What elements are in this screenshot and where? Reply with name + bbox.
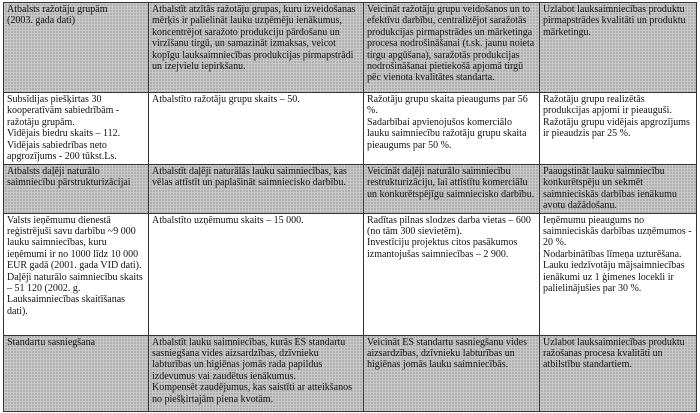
table-cell [364,3,540,93]
cell-text: Veicināt daļēji naturālo saimniecību restrukturizāciju, lai attīstītu komerciālu un konkurētspējīgu saimniecisko darbību. [367,166,535,200]
cell-text: Uzlabot lauksaimniecības produktu pirmapstrādes kvalitāti un produktu mārketingu. [543,4,686,38]
table-row [4,335,697,411]
table-row [4,165,697,214]
table-cell [364,213,540,335]
table-cell [4,93,149,165]
cell-text: Atbalstīto ražotāju grupu skaits – 50. [152,94,300,105]
table-cell [364,93,540,165]
table-cell [149,165,364,214]
cell-text: Atbalstīto uzņēmumu skaits – 15 000. [152,214,304,226]
table-cell [4,335,149,411]
table-cell [364,165,540,214]
cell-text: Ieņēmumu pieaugums no saimnieciskās darbības uzņēmumos - 20 %. Nodarbinātības līmeņa uzturēšana. Lauku iedzīvotāju mājsaimniecības ienākumi uz 1 ģimenes locekli ir palielinājušies par 30 %. [543,214,692,295]
table-cell [149,335,364,411]
table-cell [4,165,149,214]
table-body [4,3,697,412]
table-cell [540,165,697,214]
cell-text: Veicināt ražotāju grupu veidošanos un to efektīvu darbību, centralizējot saražotās produkcijas pirmapstrādes un mārketinga procesa nodrošināšanai (t.sk. jaunu noieta tirgu apgūšana), saražotās produkcijas nodrošināšanai pietiekošā apjomā tirgū pēc vienota kvalitātes standarta. [367,4,535,84]
table-cell [540,213,697,335]
cell-text: Veicināt ES standartu sasniegšanu vides aizsardzības, dzīvnieku labturības un higiēnas jomās lauku saimniecībās. [367,336,527,371]
cell-text: Atbalstīt atzītās ražotāju grupas, kuru izveidošanas mērķis ir palielināt lauku uzņēmēju ienākumus, koncentrējot saražoto produkciju pārdošanu un virzīšanu tirgū, un samazināt izmaksas, veicot kopīgu lauksaimniecības produkcijas pirmapstrādi un izejvielu iepirkšanu. [152,4,356,73]
program-measures-table [3,2,697,412]
cell-text: Ražotāju grupu realizētās produkcijas apjomi ir pieauguši. Ražotāju grupu vidējais apgrozījums ir pieaudzis par 25 %. [543,94,690,140]
cell-text: Atbalstīt daļēji naturālās lauku saimniecības, kas vēlas attīstīt un paplašināt saimniecisko darbību. [152,166,347,189]
table-cell [149,93,364,165]
table-cell [4,3,149,93]
cell-text: Atbalsts ražotāju grupām (2003. gada dati) [7,4,108,27]
cell-text: Radītas pilnas slodzes darba vietas – 600 (no tām 300 sievietēm). Investīciju projektus citos pasākumos izmantojušas saimniecības – 2 900. [367,214,531,260]
cell-text: Ražotāju grupu skaita pieaugums par 56 %. Sadarbībai apvienojušos komerciālo lauku saimniecību ražotāju grupu skaita pieaugums par 50 %. [367,94,528,151]
table-cell [149,3,364,93]
table-cell [364,335,540,411]
table-cell [149,213,364,335]
table-row [4,3,697,93]
table-row [4,93,697,165]
cell-text: Atbalstīt lauku saimniecības, kurās ES standartu sasniegšana vides aizsardzības, dzīvnieku labturības un higiēnas jomās rada papildus izdevumus vai zaudētus ienākumus. Kompensēt zaudējumus, kas saistīti ar atteikšanos no piešķirtajām piena kvotām. [152,336,352,405]
table-cell [540,335,697,411]
cell-text: Uzlabot lauksaimniecības produktu ražošanas procesa kvalitāti un atbilstību standartiem. [543,336,685,371]
table-row [4,213,697,335]
cell-text: Subsīdijas piešķirtas 30 kooperatīvām sabiedrībām - ražotāju grupām. Vidējais biedru skaits – 112. Vidējais sabiedrības neto apgrozījums - 200 tūkst.Ls. [7,94,121,163]
cell-text: Standartu sasniegšana [7,336,96,348]
cell-text: Atbalsts daļēji naturālo saimniecību pārstrukturizācijai [7,166,131,189]
cell-text: Valsts ieņēmumu dienestā reģistrējuši savu darbību ~9 000 lauku saimniecības, kuru ieņēmumi ir no 1000 līdz 10 000 EUR gadā (2001. gada VID dati). Daļēji naturālo saimniecību skaits – 51 120 (2002. g. Lauksaimniecības skaitīšanas dati). [7,214,143,317]
table-cell [540,3,697,93]
table-cell [540,93,697,165]
cell-text: Paaugstināt lauku saimniecību konkurētspēju un sekmēt saimnieciskās darbības ienākumu avotu dažādošanu. [543,166,677,212]
table-cell [4,213,149,335]
